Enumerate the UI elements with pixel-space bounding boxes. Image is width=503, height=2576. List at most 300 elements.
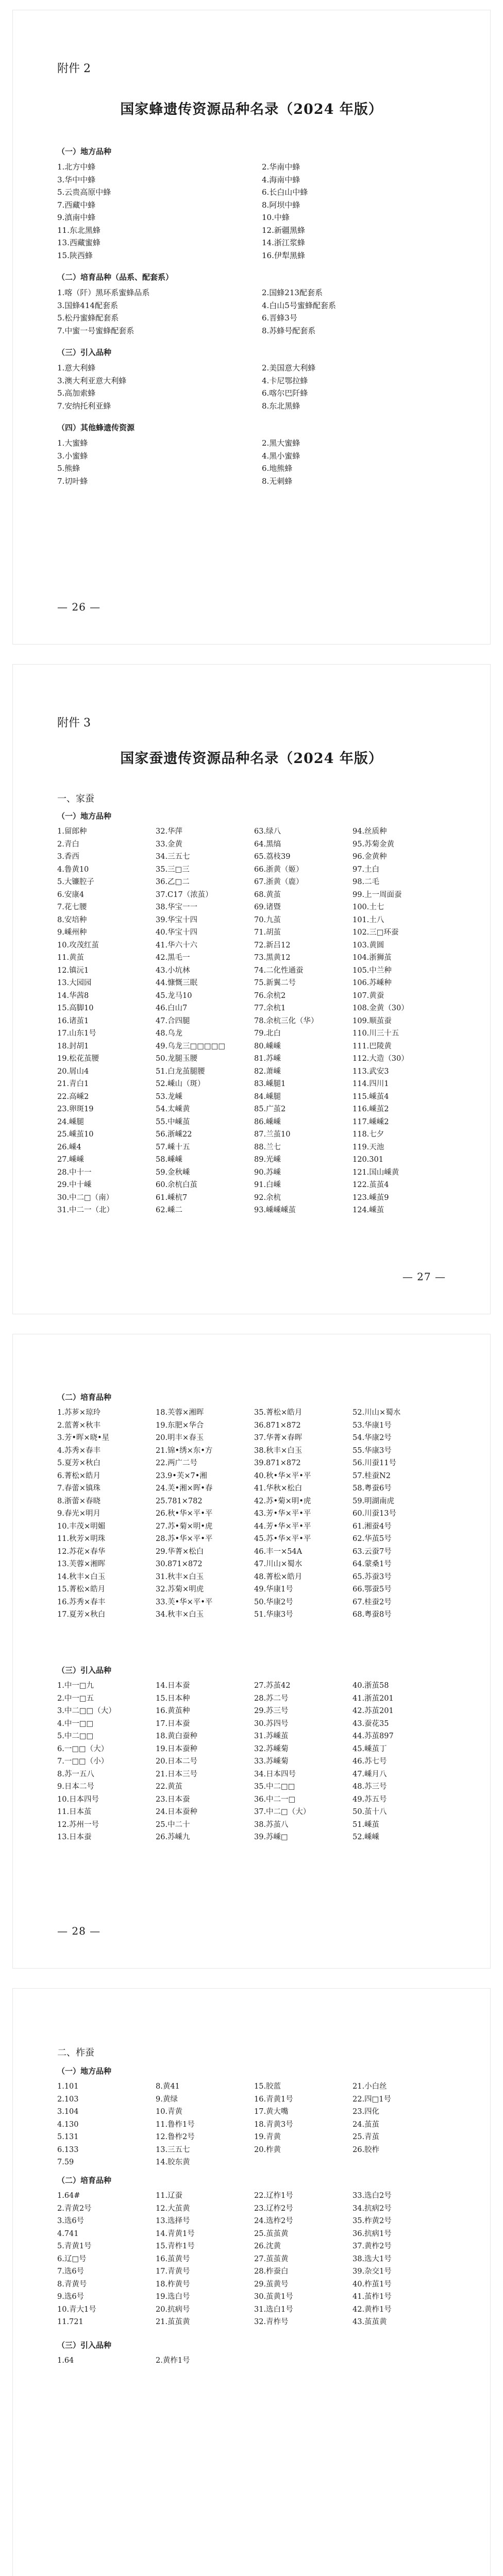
list-item: 5.熊蜂 (57, 464, 80, 473)
list-item: 8.浙蕾×春晓 (57, 1497, 100, 1505)
list-item: 16.茧黄号 (156, 2255, 190, 2263)
list-item: 57.嵊十五 (156, 1143, 190, 1151)
list-item: 123.嵊茧9 (353, 1193, 389, 1202)
list-item: 45.龙马10 (156, 991, 192, 1000)
list-item (353, 2156, 446, 2169)
list-item: 89.光嵊 (254, 1156, 281, 1164)
list-item: 54.华康2号 (353, 1434, 392, 1442)
list-item: 62.华茧5号 (353, 1535, 392, 1543)
list-item: 11.辽蚕 (156, 2192, 183, 2200)
list-item: 6.喀尔巴阡蜂 (262, 388, 308, 398)
page-number: — 28 — (57, 1925, 101, 1937)
list-item: 22.两广二号 (156, 1459, 198, 1467)
list-item: 105.中兰种 (353, 966, 392, 975)
list-item: 18.青黄3号 (254, 2120, 293, 2129)
list-item: 94.丝质种 (353, 827, 387, 836)
list-item: 29.华菁×松白 (156, 1547, 204, 1556)
list-item: 30.中二□（南） (57, 1193, 114, 1202)
list-item: 117.嵊嵊2 (353, 1117, 389, 1126)
list-item: 16.诸茧1 (57, 1016, 89, 1025)
list-item: 33.选白2号 (353, 2192, 392, 2200)
list-item: 14.青黄1号 (156, 2229, 195, 2238)
list-item: 5.松丹蜜蜂配套系 (57, 313, 119, 323)
list-item: 30.茧黄1号 (254, 2293, 293, 2301)
list-item: 19.选白号 (156, 2293, 190, 2301)
list-item: 11.东北黑蜂 (57, 225, 100, 235)
list-item: 118.七夕 (353, 1130, 384, 1139)
list-item: 42.苏•菊×明•虎 (254, 1497, 311, 1505)
list-item: 75.新翼二号 (254, 979, 296, 987)
list-item: 9.黄绿 (156, 2095, 178, 2104)
list-item: 5.夏芳×秋白 (57, 1459, 100, 1467)
list-item: 7.切叶蜂 (57, 476, 88, 486)
category-block (57, 2065, 446, 2169)
list-item: 3.小蜜蜂 (57, 451, 88, 461)
category-block (57, 2339, 446, 2367)
list-item: 25.嵊茧10 (57, 1130, 94, 1139)
list-item: 86.嵊嵊 (254, 1117, 281, 1126)
list-item: 27.苏茧42 (254, 1682, 291, 1690)
list-item: 49.乌龙三□□□□□ (156, 1042, 226, 1050)
list-item: 20.屑山4 (57, 1067, 89, 1076)
list-item: 98.二毛 (353, 878, 380, 886)
list-item: 1.意大利蜂 (57, 363, 96, 372)
list-item: 16.伊犁黑蜂 (262, 250, 305, 260)
list-item: 18.黄白蚕种 (156, 1732, 198, 1740)
list-item: 110.川三十五 (353, 1029, 399, 1038)
list-item: 52.川山×蜀水 (353, 1409, 401, 1417)
list-item: 9.春光×明月 (57, 1510, 100, 1518)
list-item: 93.嵊嵊嵊茧 (254, 1206, 296, 1214)
list-item: 10.中蜂 (262, 213, 290, 222)
list-item: 55.中嵊茧 (156, 1117, 190, 1126)
list-item: 9.滇南中蜂 (57, 213, 96, 222)
document-page-26 (13, 10, 490, 644)
category-block (57, 1391, 446, 1621)
list-item: 11.黄茧 (57, 954, 85, 962)
list-item: 65.荔枝39 (254, 853, 291, 861)
list-item: 24.选柞2号 (254, 2217, 293, 2225)
list-item: 51.白龙茧腿腰 (156, 1067, 205, 1076)
list-item: 90.苏嵊 (254, 1168, 281, 1177)
list-item: 17.夏芳×秋白 (57, 1611, 106, 1619)
list-item: 15.日本种 (156, 1694, 190, 1703)
page-number: — 27 — (402, 1270, 446, 1283)
list-item: 61.嵊杭7 (156, 1193, 188, 1202)
list-item: 101.土八 (353, 916, 384, 924)
list-item: 115.嵊茧4 (353, 1092, 389, 1101)
list-item: 122.茧茧4 (353, 1181, 389, 1189)
list-item: 2.蓝菁×秋丰 (57, 1421, 100, 1430)
list-item: 10.丰茂×明媚 (57, 1522, 106, 1531)
list-item: 87.兰茧10 (254, 1130, 291, 1139)
list-item: 46.白山7 (156, 1004, 188, 1012)
list-item: 84.嵊腿 (254, 1092, 281, 1101)
list-item: 54.太嵊黄 (156, 1105, 190, 1113)
list-item: 41.浙茧201 (353, 1694, 394, 1703)
list-item: 25.781×782 (156, 1497, 203, 1505)
list-item: 38.华宝一一 (156, 903, 198, 911)
silkworm-introduced-breed-list (57, 1680, 446, 1844)
list-item: 73.黑黄12 (254, 954, 291, 962)
list-item: 32.苏嵊菊 (254, 1744, 289, 1753)
list-item (254, 2156, 347, 2169)
list-item: 6.地熊蜂 (262, 464, 293, 473)
list-item: 5.高加索蜂 (57, 388, 96, 398)
list-item: 21.小白丝 (353, 2082, 387, 2091)
list-item: 3.香西 (57, 853, 79, 861)
list-item: 5.中二□□ (57, 1732, 94, 1740)
page-number: — 26 — (57, 601, 101, 613)
list-item: 2.国蜂213配套系 (262, 288, 323, 297)
list-item: 5.云贵高原中蜂 (57, 188, 111, 197)
list-item: 37.中二□（大） (254, 1808, 311, 1816)
list-item: 17.青黄号 (156, 2267, 190, 2276)
list-item: 6.辽□号 (57, 2255, 87, 2263)
list-item: 68.黄茧 (254, 890, 281, 899)
list-item: 15.高脚10 (57, 1004, 94, 1012)
list-item: 48.苏三号 (353, 1783, 387, 1791)
list-item: 38.秋丰×白玉 (254, 1446, 303, 1455)
list-item: 24.嵊腿 (57, 1117, 85, 1126)
list-item: 32.华萍 (156, 827, 183, 836)
list-item: 34.抗病2号 (353, 2204, 392, 2213)
list-item: 22.黄茧 (156, 1783, 183, 1791)
list-item: 22.辽柞1号 (254, 2192, 293, 2200)
list-item: 18.封胡1 (57, 1042, 89, 1050)
list-item: 3.澳大利亚意大利蜂 (57, 376, 127, 385)
list-item: 21.茧茧黄 (156, 2318, 190, 2326)
list-item: 3.中二□□（大） (57, 1707, 116, 1715)
list-item: 33.苏嵊菊 (254, 1757, 289, 1766)
document-page-28 (13, 1334, 490, 1968)
list-item: 64.黑缟 (254, 840, 281, 849)
list-item: 26.沈黄 (254, 2242, 281, 2250)
list-item: 39.苏嵊□ (254, 1833, 288, 1841)
list-item: 10.攻茂红茧 (57, 941, 99, 950)
list-item: 103.黄圆 (353, 941, 384, 950)
list-item: 28.柞蚕白 (254, 2267, 289, 2276)
list-item: 17.黄大嘴 (254, 2108, 289, 2116)
list-item: 76.余杭2 (254, 991, 286, 1000)
list-item: 24.芙•湘×晖•春 (156, 1484, 213, 1493)
list-item: 60.川蚕13号 (353, 1510, 397, 1518)
list-item: 48.乌龙 (156, 1029, 183, 1038)
list-item: 104.浙狮茧 (353, 954, 392, 962)
list-item: 32.青柞号 (254, 2318, 289, 2326)
list-item: 23.卵斑19 (57, 1105, 94, 1113)
category-heading: （一）地方品种 (57, 2066, 112, 2076)
list-item: 44.慷慨三眠 (156, 979, 198, 987)
list-item: 116.嵊茧2 (353, 1105, 389, 1113)
list-item: 5.131 (57, 2133, 79, 2141)
list-item: 6.安康4 (57, 890, 85, 899)
list-item: 11.鲁柞1号 (156, 2120, 195, 2129)
category-heading: （四）其他蜂遗传资源 (57, 423, 135, 432)
list-item: 60.余杭白茧 (156, 1181, 198, 1189)
list-item: 61.湘蚕4号 (353, 1522, 392, 1531)
list-item: 59.金秋嵊 (156, 1168, 190, 1177)
document-page-29 (13, 1989, 490, 2576)
list-item: 45.嵊茧丁 (353, 1744, 387, 1753)
list-item: 63.绿八 (254, 827, 281, 836)
list-item: 37.C17（浓茧） (156, 890, 213, 899)
list-item: 28.苏•华×平•平 (156, 1535, 213, 1543)
list-item: 40.华宝十四 (156, 928, 198, 937)
list-item: 9.选6号 (57, 2293, 85, 2301)
list-item: 13.大园园 (57, 979, 92, 987)
list-item: 31.秋丰×白玉 (156, 1572, 204, 1581)
category-block (57, 810, 446, 1217)
list-item: 21.日本三号 (156, 1770, 198, 1778)
breed-grid (57, 161, 446, 262)
list-item: 14.华茜8 (57, 991, 89, 1000)
list-item: 8.阿坝中蜂 (262, 200, 300, 210)
list-item: 6.133 (57, 2145, 79, 2154)
list-item: 12.苏花×春华 (57, 1547, 106, 1556)
list-item: 4.海南中蜂 (262, 175, 300, 184)
list-item: 6.长白山中蜂 (262, 188, 308, 197)
list-item: 6.菁松×皓月 (57, 1471, 100, 1480)
list-item: 1.中一□九 (57, 1682, 94, 1690)
category-block (57, 346, 446, 412)
list-item: 12.大茧黄 (156, 2204, 190, 2213)
list-item: 37.华菁×春晖 (254, 1434, 303, 1442)
list-item: 7.安纳托利亚蜂 (57, 401, 111, 411)
list-item: 36.中二一□ (254, 1795, 296, 1804)
list-item: 1.101 (57, 2082, 79, 2091)
list-item: 124.嵊茧 (353, 1206, 384, 1214)
list-item: 88.兰七 (254, 1143, 281, 1151)
list-item: 14.秋丰×白玉 (57, 1572, 106, 1581)
document-title: 国家蜂遗传资源品种名录（2024 年版） (120, 101, 383, 117)
list-item: 3.104 (57, 2108, 79, 2116)
list-item: 17.山东1号 (57, 1029, 96, 1038)
list-item: 7.选6号 (57, 2267, 85, 2276)
list-item: 47.合四腿 (156, 1016, 190, 1025)
category-block (57, 145, 446, 262)
list-item: 8.无刺蜂 (262, 476, 293, 486)
list-item: 67.桂蚕2号 (353, 1598, 392, 1606)
list-item: 55.华康3号 (353, 1446, 392, 1455)
list-item: 58.粤蚕6号 (353, 1484, 392, 1493)
list-item: 111.巴陵黄 (353, 1042, 392, 1050)
list-item: 46.丰一×54A (254, 1547, 303, 1556)
list-item: 17.日本蚕 (156, 1719, 190, 1728)
list-item: 62.嵊二 (156, 1206, 183, 1214)
list-item: 11.721 (57, 2318, 83, 2326)
list-item: 12.新疆黑蜂 (262, 225, 305, 235)
bee-breed-list (57, 145, 446, 497)
list-item: 79.北白 (254, 1029, 281, 1038)
list-item: 4.130 (57, 2120, 79, 2129)
list-item: 36.871×872 (254, 1421, 301, 1430)
list-item: 19.青黄 (254, 2133, 281, 2141)
list-item: 4.卡尼鄂拉蜂 (262, 376, 308, 385)
list-item: 56.川蚕11号 (353, 1459, 397, 1467)
list-item: 2.美国意大利蜂 (262, 363, 316, 372)
list-item: 24.日本蚕种 (156, 1808, 198, 1816)
category-heading: （二）培育品种 (57, 1393, 112, 1402)
list-item: 2.青白 (57, 840, 79, 849)
list-item: 36.抗病1号 (353, 2229, 392, 2238)
list-item: 14.日本蚕 (156, 1682, 190, 1690)
list-item: 109.顺茧蚕 (353, 1016, 392, 1025)
list-item: 3.选6号 (57, 2217, 85, 2225)
list-item: 50.华康2号 (254, 1598, 293, 1606)
breed-grid (57, 286, 446, 337)
list-item: 33.芙•华×平•平 (156, 1598, 213, 1606)
list-item: 71.胡茧 (254, 928, 281, 937)
list-item: 48.菁松×皓月 (254, 1572, 303, 1581)
list-item: 57.桂蚕N2 (353, 1471, 391, 1480)
list-item: 21.锦•绣×东•方 (156, 1446, 213, 1455)
list-item: 63.云蚕7号 (353, 1547, 392, 1556)
list-item: 43.蚕花35 (353, 1719, 389, 1728)
list-item: 1.北方中蜂 (57, 162, 96, 172)
list-item: 11.日本茧 (57, 1808, 92, 1816)
list-item: 56.浙嵊22 (156, 1130, 192, 1139)
list-item: 50.龙腿玉腰 (156, 1055, 198, 1063)
list-item: 26.胶柞 (353, 2145, 380, 2154)
list-item: 43.芳•华×平•平 (254, 1510, 311, 1518)
list-item: 38.选大1号 (353, 2255, 392, 2263)
list-item: 15.陕西蜂 (57, 250, 93, 260)
list-item: 44.芳•华×平•平 (254, 1522, 311, 1531)
list-item: 64.蒙桑1号 (353, 1560, 392, 1568)
list-item: 112.大造（30） (353, 1055, 409, 1063)
list-item: 34.秋丰×白玉 (156, 1611, 204, 1619)
list-item: 22.高嵊2 (57, 1092, 89, 1101)
list-item: 42.黑毛一 (156, 954, 190, 962)
list-item: 34.日本四号 (254, 1770, 296, 1778)
list-item: 10.青大1号 (57, 2305, 96, 2314)
list-item: 12.苏州一号 (57, 1820, 99, 1829)
list-item: 19.东肥×华合 (156, 1421, 204, 1430)
category-heading: （二）培育品种（品系、配套系） (57, 273, 174, 282)
category-block (57, 271, 446, 337)
list-item: 15.菁松×皓月 (57, 1585, 106, 1594)
list-item: 77.余杭1 (254, 1004, 286, 1012)
list-item: 59.明湖南虎 (353, 1497, 395, 1505)
list-item: 120.301 (353, 1156, 383, 1164)
appendix-label: 附件 2 (57, 62, 91, 75)
list-item: 14.胶东黄 (156, 2158, 190, 2166)
list-item: 8.安培种 (57, 916, 87, 924)
list-item: 31.选白1号 (254, 2305, 293, 2314)
list-item: 91.白嵊 (254, 1181, 281, 1189)
list-item: 80.嵊嵊 (254, 1042, 281, 1050)
list-item: 30.苏四号 (254, 1719, 289, 1728)
list-item: 8.青黄号 (57, 2280, 87, 2289)
list-item: 2.黑大蜜蜂 (262, 438, 300, 448)
list-item: 5.青黄1号 (57, 2242, 92, 2250)
list-item: 4.中一□□ (57, 1719, 94, 1728)
list-item: 44.苏茧897 (353, 1732, 394, 1740)
list-item: 106.苏嵊种 (353, 979, 392, 987)
document-page-27 (13, 665, 490, 1314)
list-item: 25.茧茧黄 (254, 2229, 289, 2238)
list-item: 70.九茧 (254, 916, 281, 924)
list-item: 37.黄柞2号 (353, 2242, 392, 2250)
list-item: 83.嵊腿1 (254, 1080, 286, 1088)
list-item: 35.菁松×皓月 (254, 1409, 303, 1417)
list-item: 23.四化 (353, 2108, 380, 2116)
breed-grid (57, 362, 446, 412)
list-item: 38.苏茧八 (254, 1820, 289, 1829)
list-item: 33.金黄 (156, 840, 183, 849)
list-item: 40.柞茧1号 (353, 2280, 392, 2289)
list-item: 28.苏二号 (254, 1694, 289, 1703)
list-item: 35.中二□□ (254, 1783, 295, 1791)
list-item: 35.柞黄2号 (353, 2217, 392, 2225)
list-item: 46.苏七号 (353, 1757, 387, 1766)
list-item: 1.留郎种 (57, 827, 87, 836)
list-item: 1.喀（阡）黑环系蜜蜂品系 (57, 288, 150, 297)
category-heading: （二）培育品种 (57, 2176, 112, 2185)
list-item: 14.浙江浆蜂 (262, 238, 305, 247)
category-heading: （一）地方品种 (57, 147, 112, 156)
list-item: 26.苏嵊九 (156, 1833, 190, 1841)
list-item: 8.苏一五八 (57, 1770, 94, 1778)
category-block (57, 2174, 446, 2329)
list-item: 51.嵊茧 (353, 1820, 380, 1829)
list-item: 12.镇沅1 (57, 966, 89, 975)
list-item: 121.国山嵊黄 (353, 1168, 399, 1177)
list-item: 1.大蜜蜂 (57, 438, 88, 448)
list-item: 40.秋•华×平•平 (254, 1471, 311, 1480)
list-item: 4.苏秀×春丰 (57, 1446, 100, 1455)
list-item: 28.中十一 (57, 1168, 92, 1177)
category-block (57, 421, 446, 487)
list-item: 3.华中中蜂 (57, 175, 96, 184)
silkworm-local-breed-list (57, 825, 446, 1217)
list-item: 113.武安3 (353, 1067, 389, 1076)
list-item: 3.国蜂414配套系 (57, 300, 118, 310)
list-item: 78.余杭三化（华） (254, 1016, 318, 1025)
list-item: 29.苏三号 (254, 1707, 289, 1715)
list-item: 20.抗病号 (156, 2305, 190, 2314)
list-item: 43.小坑林 (156, 966, 190, 975)
list-item: 108.金黄（30） (353, 1004, 409, 1012)
list-item: 45.苏•华×平•平 (254, 1535, 311, 1543)
list-item: 2.中一□五 (57, 1694, 94, 1703)
list-item: 32.苏菊×明虎 (156, 1585, 204, 1594)
list-item: 67.浙黄（鹿） (254, 878, 304, 886)
list-item: 22.四□1号 (353, 2095, 391, 2104)
list-item: 43.茧茧黄 (353, 2318, 387, 2326)
list-item: 35.三□三 (156, 865, 190, 874)
list-item: 15.胶蓝 (254, 2082, 281, 2091)
list-item: 68.粤蚕8号 (353, 1611, 392, 1619)
list-item: 16.黄茧种 (156, 1707, 190, 1715)
list-item: 97.土白 (353, 865, 380, 874)
list-item: 27.苏•菊×明•虎 (156, 1522, 213, 1531)
list-item: 58.嵊嵊 (156, 1156, 183, 1164)
list-item: 2.华南中蜂 (262, 162, 300, 172)
list-item: 74.二化性通蚕 (254, 966, 304, 975)
list-item: 4.741 (57, 2229, 79, 2238)
tussah-local-breed-list (57, 2080, 446, 2169)
list-item: 13.选择号 (156, 2217, 190, 2225)
list-item: 41.华秋×松白 (254, 1484, 303, 1493)
list-item: 66.浙黄（姬） (254, 865, 304, 874)
list-item: 7.59 (57, 2158, 74, 2166)
list-item: 4.鲁黄10 (57, 865, 89, 874)
list-item: 9.日本二号 (57, 1783, 94, 1791)
list-item: 2.青黄2号 (57, 2204, 92, 2213)
list-item: 39.杂交1号 (353, 2267, 392, 2276)
